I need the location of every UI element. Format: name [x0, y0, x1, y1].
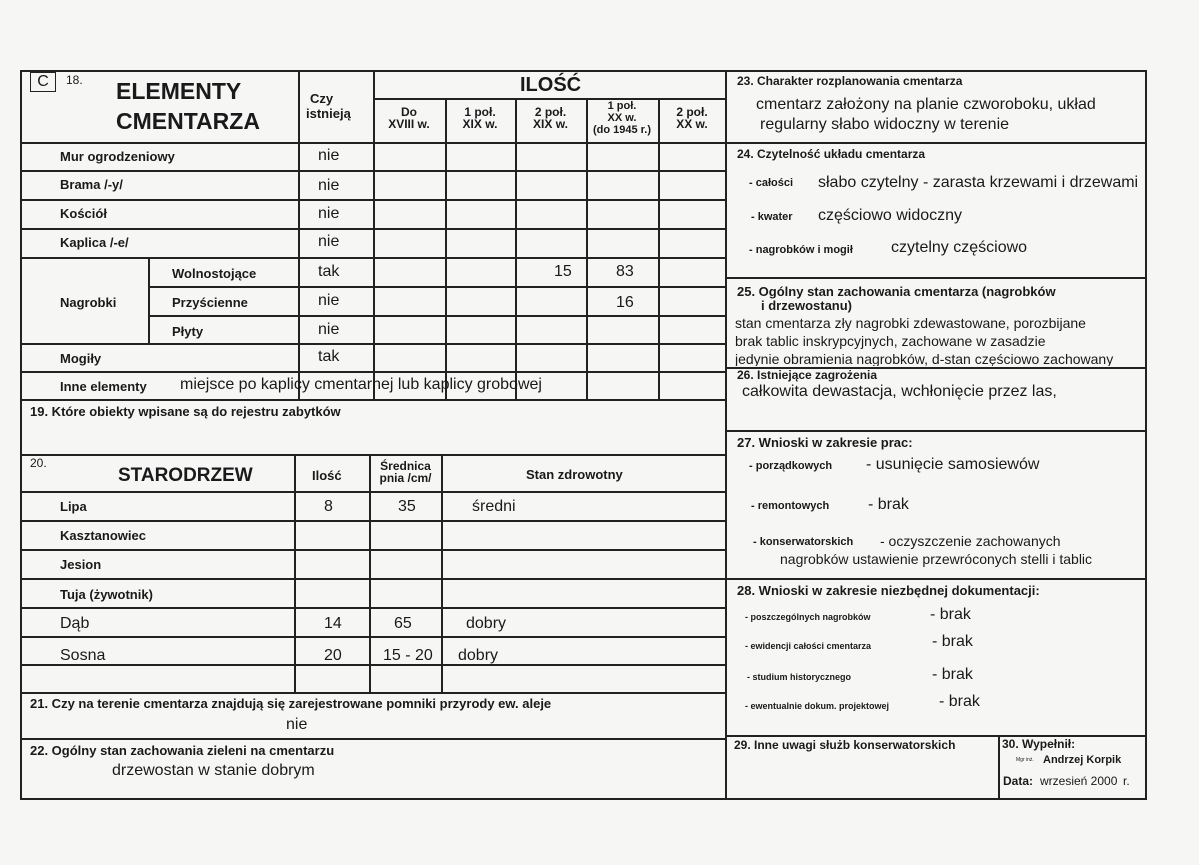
- s30-date-value: wrzesień 2000: [1040, 774, 1118, 788]
- row-value-przyscienne: nie: [318, 292, 340, 309]
- rule: [726, 578, 1147, 580]
- row-value-plyty: nie: [318, 321, 340, 338]
- section-letter-box: C: [30, 72, 56, 92]
- s19-title: 19. Które obiekty wpisane są do rejestru zabytków: [30, 404, 341, 419]
- cell-przyscienne-1pol20: 16: [616, 294, 634, 311]
- s30-date-suffix: r.: [1123, 774, 1130, 788]
- s20-stan-header: Stan zdrowotny: [526, 467, 623, 482]
- row-label-inne: Inne elementy: [60, 379, 147, 394]
- rule: [369, 455, 371, 693]
- tree-name: Kasztanowiec: [60, 528, 146, 543]
- rule: [20, 607, 726, 609]
- s21-value: nie: [286, 716, 308, 733]
- main-divider: [725, 70, 727, 800]
- elements-title-line2: CMENTARZA: [116, 108, 260, 134]
- tree-srednica: 65: [394, 615, 412, 632]
- s26-value: całkowita dewastacja, wchłonięcie przez las,: [742, 383, 1057, 400]
- s27-kons-label: - konserwatorskich: [753, 536, 854, 548]
- rule: [726, 735, 1147, 737]
- s27-kons-value-line1: - oczyszczenie zachowanych: [880, 533, 1061, 549]
- tree-name: Dąb: [60, 615, 90, 632]
- s20-number: 20.: [30, 456, 47, 470]
- s30-name-prefix: Mgr inż.: [1016, 757, 1034, 763]
- s29-title: 29. Inne uwagi służb konserwatorskich: [734, 738, 956, 752]
- czy-header-line2: istnieją: [306, 106, 351, 121]
- period-col-header: 2 poł. XX w.: [676, 105, 708, 131]
- row-value-mogily: tak: [318, 348, 340, 365]
- section-number: 18.: [66, 73, 83, 87]
- tree-stan: dobry: [458, 647, 499, 664]
- rule: [20, 454, 726, 456]
- tree-ilosc: 20: [324, 647, 342, 664]
- s24-calosci-value: słabo czytelny - zarasta krzewami i drzewami: [818, 174, 1139, 191]
- elements-title-line1: ELEMENTY: [116, 78, 242, 104]
- period-col-header: 1 poł. XX w. (do 1945 r.): [592, 100, 652, 136]
- period-col-header: 2 poł. XIX w.: [533, 105, 568, 131]
- row-label-nagrobki: Nagrobki: [60, 295, 117, 310]
- row-label-plyty: Płyty: [172, 324, 204, 339]
- rule: [441, 455, 443, 693]
- row-value-kaplica: nie: [318, 233, 340, 250]
- s27-porz-label: - porządkowych: [749, 460, 833, 472]
- s28-studium-value: - brak: [932, 666, 973, 683]
- tree-srednica: 15 - 20: [383, 647, 433, 664]
- rule: [373, 98, 726, 100]
- row-label-mogily: Mogiły: [60, 351, 102, 366]
- tree-name: Jesion: [60, 557, 102, 572]
- row-label-wolnostojace: Wolnostojące: [172, 266, 257, 281]
- s25-title-line1: 25. Ogólny stan zachowania cmentarza (nagrobków: [737, 284, 1056, 299]
- rule: [658, 98, 660, 400]
- row-label-kosciol: Kościół: [60, 206, 107, 221]
- row-label-brama: Brama /-y/: [60, 177, 123, 192]
- s28-ewid-label: - ewidencji całości cmentarza: [745, 641, 872, 651]
- row-label-kaplica: Kaplica /-e/: [60, 235, 129, 250]
- tree-name: Sosna: [60, 647, 106, 664]
- s22-value: drzewostan w stanie dobrym: [112, 762, 315, 779]
- row-label-przyscienne: Przyścienne: [172, 295, 248, 310]
- row-value-inne: miejsce po kaplicy cmentarnej lub kaplicy grobowej: [180, 376, 542, 393]
- s27-rem-label: - remontowych: [751, 500, 830, 512]
- rule: [20, 664, 726, 666]
- rule: [148, 286, 726, 288]
- s30-name: Andrzej Korpik: [1043, 754, 1122, 766]
- s28-poszcz-value: - brak: [930, 606, 971, 623]
- rule: [515, 98, 517, 400]
- s23-title: 23. Charakter rozplanowania cmentarza: [737, 74, 963, 88]
- s28-title: 28. Wnioski w zakresie niezbędnej dokumentacji:: [737, 583, 1040, 598]
- s25-line2: brak tablic inskrypcyjnych, zachowane w zasadzie: [735, 333, 1046, 349]
- row-value-mur: nie: [318, 147, 340, 164]
- rule: [20, 578, 726, 580]
- s23-line2: regularny słabo widoczny w terenie: [760, 116, 1010, 133]
- tree-name: Tuja (żywotnik): [60, 587, 153, 602]
- s20-srednica-header: Średnica pnia /cm/: [379, 459, 432, 485]
- rule: [726, 277, 1147, 279]
- s23-line1: cmentarz założony na planie czworoboku, układ: [756, 96, 1096, 113]
- s27-porz-value: - usunięcie samosiewów: [866, 456, 1040, 473]
- rule: [20, 738, 726, 740]
- s24-title: 24. Czytelność układu cmentarza: [737, 147, 926, 161]
- s25-line3: jedynie obramienia nagrobków, d-stan częściowo zachowany: [735, 352, 1114, 366]
- s24-calosci-label: - całości: [749, 177, 794, 189]
- s20-ilosc-header: Ilość: [312, 468, 342, 483]
- tree-stan: dobry: [466, 615, 507, 632]
- tree-stan: średni: [472, 498, 516, 515]
- tree-name: Lipa: [60, 499, 87, 514]
- s28-studium-label: - studium historycznego: [747, 672, 852, 682]
- ilosc-header: ILOŚĆ: [520, 74, 582, 96]
- rule: [20, 549, 726, 551]
- s30-title: 30. Wypełnił:: [1002, 737, 1076, 751]
- rule: [20, 692, 726, 694]
- period-col-header: Do XVIII w.: [388, 105, 430, 131]
- s24-kwater-value: częściowo widoczny: [818, 207, 963, 224]
- s25-line1: stan cmentarza zły nagrobki zdewastowane, porozbijane: [735, 315, 1086, 331]
- row-value-wolnostojace: tak: [318, 263, 340, 280]
- rule: [298, 70, 300, 400]
- s20-title: STARODRZEW: [118, 465, 253, 486]
- s25-title-line2: i drzewostanu): [761, 298, 853, 313]
- rule: [726, 142, 1147, 144]
- rule: [294, 455, 296, 693]
- tree-srednica: 35: [398, 498, 416, 515]
- s30-date-label: Data:: [1003, 774, 1034, 788]
- s24-nagrobkow-value: czytelny częściowo: [891, 239, 1028, 256]
- row-value-kosciol: nie: [318, 205, 340, 222]
- tree-ilosc: 14: [324, 615, 342, 632]
- rule: [20, 491, 726, 493]
- rule: [726, 430, 1147, 432]
- s21-title: 21. Czy na terenie cmentarza znajdują się zarejestrowane pomniki przyrody ew. aleje: [30, 696, 552, 711]
- rule: [148, 315, 726, 317]
- row-value-brama: nie: [318, 177, 340, 194]
- s24-nagrobkow-label: - nagrobków i mogił: [749, 244, 853, 256]
- s27-kons-value-line2: nagrobków ustawienie przewróconych stelli i tablic: [780, 551, 1093, 567]
- s27-title: 27. Wnioski w zakresie prac:: [737, 435, 913, 450]
- s28-ewent-value: - brak: [939, 693, 980, 710]
- tree-ilosc: 8: [324, 498, 333, 515]
- rule: [445, 98, 447, 400]
- s22-title: 22. Ogólny stan zachowania zieleni na cmentarzu: [30, 743, 335, 758]
- rule: [20, 636, 726, 638]
- rule: [586, 98, 588, 400]
- s28-ewent-label: - ewentualnie dokum. projektowej: [745, 701, 890, 711]
- rule: [20, 520, 726, 522]
- s24-kwater-label: - kwater: [751, 211, 793, 223]
- cell-wolnostojace-1pol20: 83: [616, 263, 634, 280]
- s27-rem-value: - brak: [868, 496, 909, 513]
- period-col-header: 1 poł. XIX w.: [462, 105, 498, 131]
- czy-header-line1: Czy: [310, 91, 334, 106]
- s28-ewid-value: - brak: [932, 633, 973, 650]
- cell-wolnostojace-2pol19: 15: [554, 263, 572, 280]
- s28-poszcz-label: - poszczególnych nagrobków: [745, 612, 871, 622]
- rule: [998, 735, 1000, 800]
- rule: [148, 257, 150, 344]
- s26-title: 26. Istniejące zagrożenia: [737, 368, 878, 382]
- row-label-mur: Mur ogrodzeniowy: [60, 149, 175, 164]
